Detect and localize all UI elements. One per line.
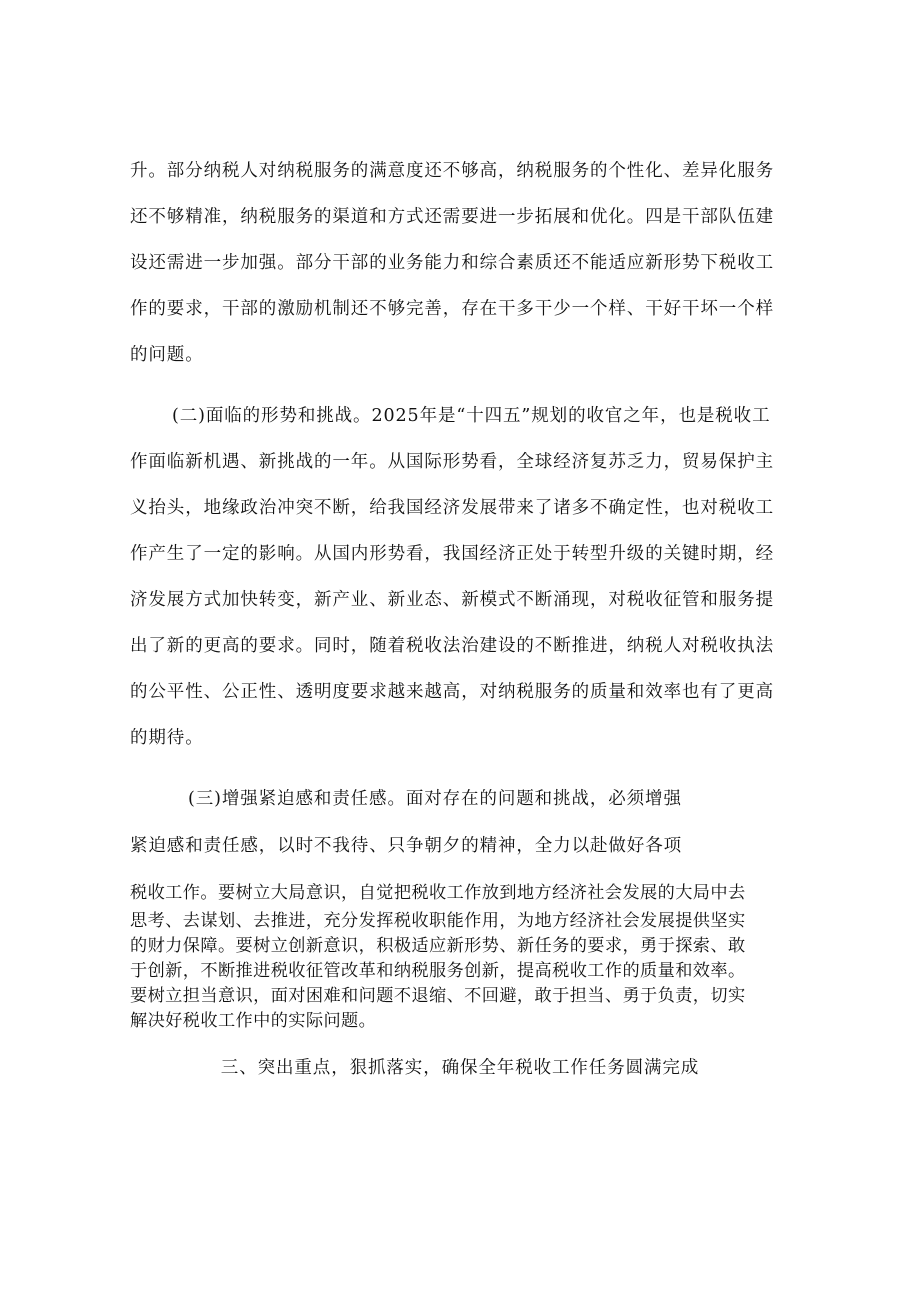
paragraph1-line: 作的要求，干部的激励机制还不够完善，存在干多干少一个样、干好干坏一个样	[130, 299, 774, 319]
paragraph2-line: 作产生了一定的影响。从国内形势看，我国经济正处于转型升级的关键时期，经	[130, 544, 774, 564]
paragraph1-line: 设还需进一步加强。部分干部的业务能力和综合素质还不能适应新形势下税收工	[130, 253, 774, 273]
paragraph2-line: 的公平性、公正性、透明度要求越来越高，对纳税服务的质量和效率也有了更高	[130, 682, 774, 702]
paragraph2-line: 济发展方式加快转变，新产业、新业态、新模式不断涌现，对税收征管和服务提	[130, 590, 774, 610]
paragraph2-line: 的期待。	[130, 728, 204, 748]
paragraph1-line: 的问题。	[130, 345, 204, 365]
paragraph3-line: 思考、去谋划、去推进，充分发挥税收职能作用，为地方经济社会发展提供坚实	[130, 911, 746, 931]
paragraph3-line: 税收工作。要树立大局意识，自觉把税收工作放到地方经济社会发展的大局中去	[130, 883, 746, 903]
paragraph1-line: 升。部分纳税人对纳税服务的满意度还不够高，纳税服务的个性化、差异化服务	[130, 161, 774, 181]
paragraph3-line: 要树立担当意识，面对困难和问题不退缩、不回避，敢于担当、勇于负责，切实	[130, 986, 746, 1006]
paragraph3-line: 紧迫感和责任感，以时不我待、只争朝夕的精神，全力以赴做好各项	[130, 836, 682, 856]
paragraph2-line: 出了新的更高的要求。同时，随着税收法治建设的不断推进，纳税人对税收执法	[130, 636, 774, 656]
section-heading: 三、突出重点，狠抓落实，确保全年税收工作任务圆满完成	[220, 1058, 700, 1078]
paragraph2-line-first: (二)面临的形势和挑战。2025年是“十四五”规划的收官之年，也是税收工	[172, 406, 771, 426]
paragraph3-line: 解决好税收工作中的实际问题。	[130, 1011, 377, 1031]
paragraph3-line: 的财力保障。要树立创新意识，积极适应新形势、新任务的要求，勇于探索、敢	[130, 936, 746, 956]
paragraph2-line: 义抬头，地缘政治冲突不断，给我国经济发展带来了诸多不确定性，也对税收工	[130, 498, 774, 518]
paragraph3-line-first: (三)增强紧迫感和责任感。面对存在的问题和挑战，必须增强	[188, 789, 682, 809]
paragraph2-line: 作面临新机遇、新挑战的一年。从国际形势看，全球经济复苏乏力，贸易保护主	[130, 452, 774, 472]
paragraph1-line: 还不够精准，纳税服务的渠道和方式还需要进一步拓展和优化。四是干部队伍建	[130, 207, 774, 227]
paragraph3-line: 于创新，不断推进税收征管改革和纳税服务创新，提高税收工作的质量和效率。	[130, 961, 746, 981]
